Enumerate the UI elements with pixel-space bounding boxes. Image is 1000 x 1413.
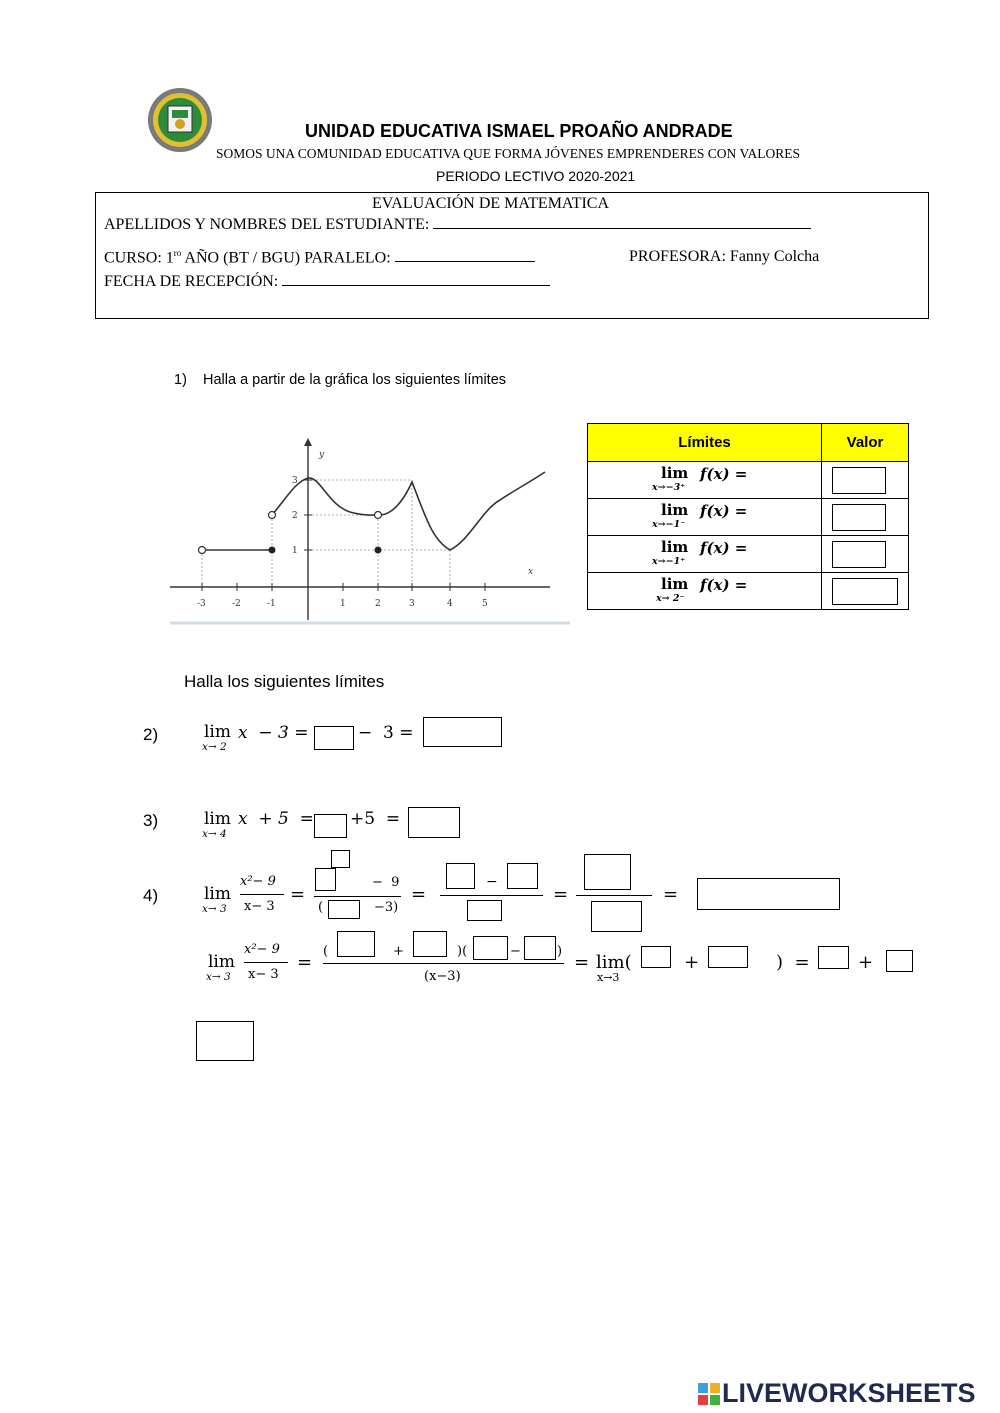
lim-function: f(x) = xyxy=(700,576,748,594)
school-motto: SOMOS UNA COMUNIDAD EDUCATIVA QUE FORMA JÓVENES EMPRENDERES CON VALORES xyxy=(216,146,800,161)
q4-line2-plus2: + xyxy=(684,952,700,973)
q4-box-c[interactable] xyxy=(467,900,502,921)
lim-word: lim xyxy=(661,464,689,482)
q4-line2-box-6[interactable] xyxy=(708,946,748,968)
q4-line2-denominator-expr: (x−3) xyxy=(424,969,461,984)
lim-word: lim xyxy=(661,575,689,593)
q4-box-a[interactable] xyxy=(446,863,475,889)
y-axis-label: y xyxy=(319,450,325,460)
lim-function: f(x) = xyxy=(700,465,748,483)
q1-instruction: Halla a partir de la gráfica los siguientes límites xyxy=(203,372,507,388)
q4-final-answer-box[interactable] xyxy=(196,1021,254,1061)
q4-line2-open: ( xyxy=(323,944,329,959)
school-name: UNIDAD EDUCATIVA ISMAEL PROAÑO ANDRADE xyxy=(305,121,733,141)
q4-base-box[interactable] xyxy=(315,868,336,891)
limit-expression xyxy=(588,499,822,536)
q3-lim: lim xyxy=(204,809,231,829)
limit-expression xyxy=(588,462,822,499)
course-label: CURSO: 1 xyxy=(104,249,174,267)
q2-lim: lim xyxy=(204,722,231,742)
q3-number: 3) xyxy=(143,811,159,830)
x-tick-label: -3 xyxy=(197,599,206,609)
q4-minus9: − 9 xyxy=(372,875,400,890)
q4-line2-numerator: x²− 9 xyxy=(244,942,280,957)
answer-box[interactable] xyxy=(832,541,886,568)
q1-number: 1) xyxy=(174,372,187,388)
table-header-value: Valor xyxy=(822,424,909,462)
q4-equals: = xyxy=(411,884,427,905)
lim-subscript: x→−3⁺ xyxy=(652,482,686,493)
q3-mid: +5 = xyxy=(350,809,401,829)
y-tick-label: 3 xyxy=(292,476,298,486)
q4-open-paren: ( xyxy=(318,900,324,915)
lim-subscript: x→−1⁺ xyxy=(652,556,686,567)
q4-line2-box-5[interactable] xyxy=(641,946,671,968)
q4-lim-subscript: x→ 3 xyxy=(202,903,227,915)
q4-box-e[interactable] xyxy=(591,901,642,932)
q4-line2-box-8[interactable] xyxy=(886,950,913,972)
student-name-label: APELLIDOS Y NOMBRES DEL ESTUDIANTE: xyxy=(104,216,430,233)
q4-line2-lim: lim xyxy=(208,952,235,972)
q4-equals: = xyxy=(663,884,679,905)
course-sup: ro xyxy=(173,248,182,258)
limits-table xyxy=(587,423,909,610)
y-tick-label: 2 xyxy=(292,511,298,521)
x-axis-label: x xyxy=(528,567,534,577)
q2-expression: x − 3 = xyxy=(238,723,309,743)
answer-box[interactable] xyxy=(832,504,886,531)
q4-box-d[interactable] xyxy=(584,854,631,890)
q3-answer-box-2[interactable] xyxy=(408,807,460,838)
date-label: FECHA DE RECEPCIÓN: xyxy=(104,273,279,290)
q4-line2-box-7[interactable] xyxy=(818,946,849,969)
x-tick-label: 2 xyxy=(375,599,381,609)
q4-numerator: x²− 9 xyxy=(240,874,276,889)
q4-line2-mid: )( xyxy=(457,944,468,959)
q4-den-box[interactable] xyxy=(328,900,360,919)
table-row xyxy=(588,573,909,610)
section2-title: Halla los siguientes límites xyxy=(184,672,385,691)
q4-box-f[interactable] xyxy=(697,878,840,910)
q2-lim-subscript: x→ 2 xyxy=(202,741,227,753)
q4-line2-lim2-subscript: x→3 xyxy=(597,971,620,984)
x-tick-label: 4 xyxy=(447,599,453,609)
student-name-row xyxy=(104,215,811,234)
exam-title: EVALUACIÓN DE MATEMATICA xyxy=(372,195,610,212)
parallel-field[interactable] xyxy=(395,248,535,262)
value-cell xyxy=(822,462,909,499)
q4-line2-close-eq: ) = xyxy=(776,952,810,973)
q3-answer-box-1[interactable] xyxy=(314,814,347,838)
value-cell xyxy=(822,536,909,573)
x-tick-label: -2 xyxy=(232,599,241,609)
table-header-limits: Límites xyxy=(588,424,822,462)
table-row xyxy=(588,462,909,499)
teacher-name: PROFESORA: Fanny Colcha xyxy=(629,248,820,265)
value-cell xyxy=(822,499,909,536)
q4-lim: lim xyxy=(204,884,231,904)
table-row xyxy=(588,536,909,573)
q4-line2-box-2[interactable] xyxy=(413,931,447,957)
x-tick-label: 5 xyxy=(482,599,488,609)
q4-line2-box-4[interactable] xyxy=(524,936,556,960)
q4-line2-plus: + xyxy=(393,944,404,959)
x-tick-label: -1 xyxy=(267,599,276,609)
q4-line2-lim-subscript: x→ 3 xyxy=(206,971,231,983)
q2-answer-box-2[interactable] xyxy=(423,717,502,747)
q4-line2-box-1[interactable] xyxy=(337,931,375,957)
date-row xyxy=(104,272,550,291)
lim-word: lim xyxy=(661,501,689,519)
q4-equals: = xyxy=(574,952,590,973)
q4-minus: − xyxy=(486,874,498,890)
school-logo xyxy=(146,86,214,154)
q4-box-b[interactable] xyxy=(507,863,538,889)
q4-line2-plus3: + xyxy=(858,952,874,973)
lim-subscript: x→−1⁻ xyxy=(652,519,686,530)
lim-function: f(x) = xyxy=(700,539,748,557)
q4-line2-minus: − xyxy=(510,944,521,959)
student-info-box xyxy=(95,192,929,319)
q4-fraction-bar xyxy=(314,896,401,897)
q4-minus3: −3) xyxy=(374,900,399,915)
course-label-rest: AÑO (BT / BGU) PARALELO: xyxy=(181,249,391,267)
date-field[interactable] xyxy=(282,272,550,286)
function-graph xyxy=(170,430,570,625)
value-cell xyxy=(822,573,909,610)
limit-expression xyxy=(588,536,822,573)
q2-number: 2) xyxy=(143,725,159,744)
q2-answer-box-1[interactable] xyxy=(314,726,354,750)
q4-equals: = xyxy=(553,884,569,905)
y-tick-label: 1 xyxy=(292,546,298,556)
lim-function: f(x) = xyxy=(700,502,748,520)
course-row xyxy=(104,248,535,267)
liveworksheets-brand: LIVEWORKSHEETS xyxy=(722,1378,976,1408)
q4-line2-box-3[interactable] xyxy=(473,936,508,960)
x-tick-label: 1 xyxy=(340,599,346,609)
q3-lim-subscript: x→ 4 xyxy=(202,828,227,840)
q4-equals: = xyxy=(290,884,306,905)
q3-expression: x + 5 = xyxy=(238,809,314,829)
student-name-field[interactable] xyxy=(433,215,811,229)
school-period: PERIODO LECTIVO 2020-2021 xyxy=(436,168,636,184)
answer-box[interactable] xyxy=(832,578,898,605)
q4-number: 4) xyxy=(143,886,159,905)
q4-fraction-bar xyxy=(244,962,288,963)
x-tick-label: 3 xyxy=(409,599,415,609)
q4-fraction-bar xyxy=(440,895,543,896)
q4-line2-close: ) xyxy=(557,944,563,959)
lim-subscript: x→ 2⁻ xyxy=(656,593,685,604)
answer-box[interactable] xyxy=(832,467,886,494)
lim-word: lim xyxy=(661,538,689,556)
table-row xyxy=(588,499,909,536)
q4-line2-lim2: lim( xyxy=(596,952,632,973)
liveworksheets-logo-icon xyxy=(698,1383,720,1405)
q4-equals: = xyxy=(297,952,313,973)
q4-fraction-bar xyxy=(576,895,652,896)
limit-expression xyxy=(588,573,822,610)
q2-mid: − 3 = xyxy=(358,723,414,743)
q4-exponent-box[interactable] xyxy=(331,850,350,868)
q4-denominator: x− 3 xyxy=(244,899,275,914)
q4-line2-denominator: x− 3 xyxy=(248,967,279,982)
q4-fraction-bar xyxy=(323,963,564,964)
q4-fraction-bar xyxy=(240,894,284,895)
